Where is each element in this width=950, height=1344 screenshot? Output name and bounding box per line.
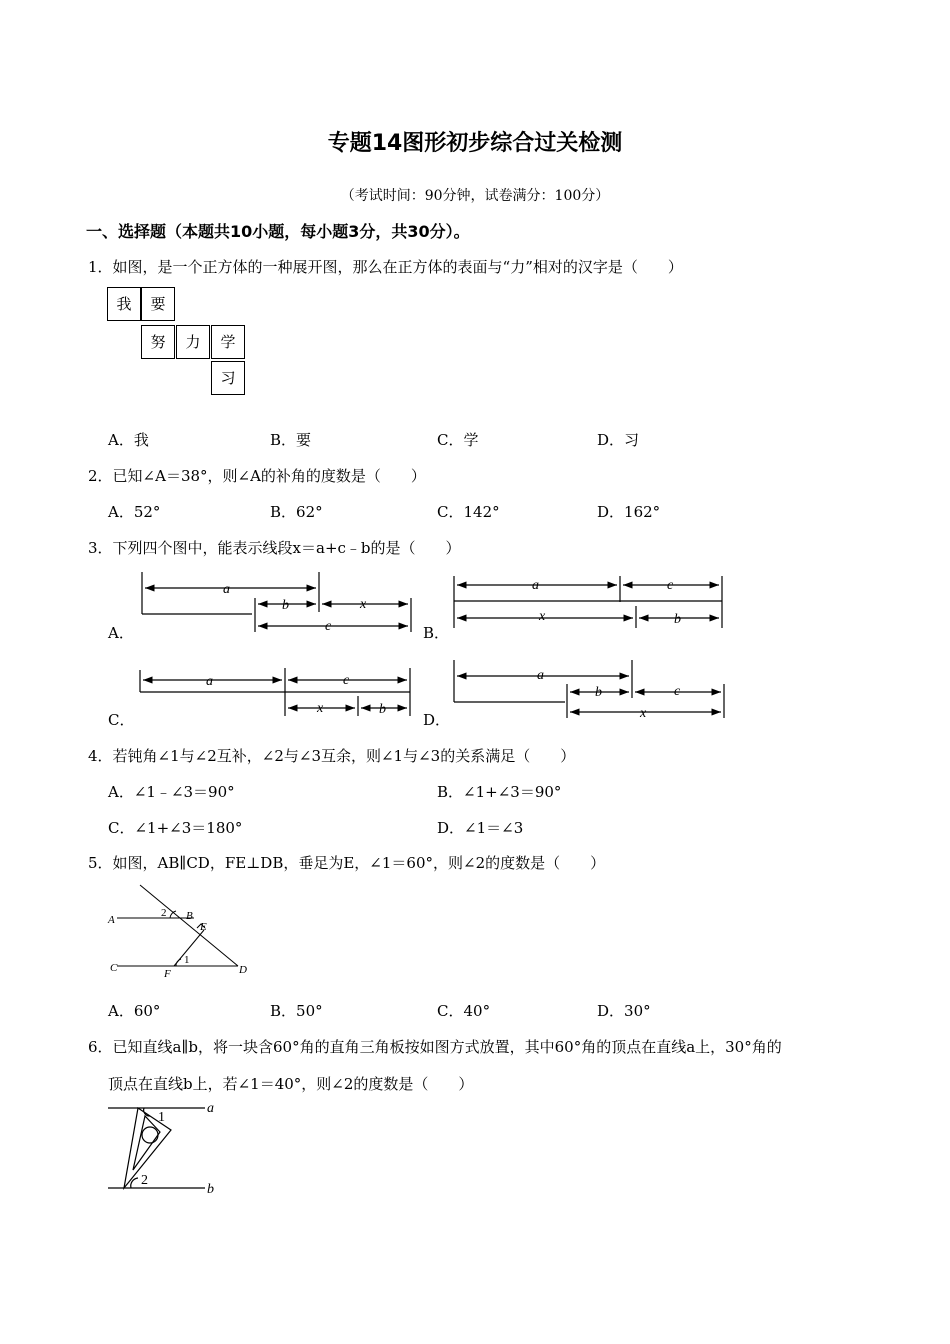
- label-a: a: [537, 668, 544, 683]
- label-c: c: [674, 684, 681, 699]
- label-x: x: [360, 597, 367, 612]
- label-b: b: [595, 685, 602, 700]
- option-c: C．∠1+∠3＝180°: [108, 819, 243, 837]
- question-6-stem-cont: 顶点在直线b上，若∠1＝40°，则∠2的度数是（ ）: [108, 1075, 474, 1093]
- diagram-d: [454, 660, 724, 718]
- option-b: B．62°: [270, 503, 323, 521]
- label-c: c: [325, 619, 332, 634]
- option-b: B．: [423, 624, 450, 642]
- option-b: B．∠1+∠3＝90°: [437, 783, 562, 801]
- label-x: x: [640, 706, 647, 721]
- page-title: 专题14图形初步综合过关检测: [327, 131, 623, 156]
- option-a: A．∠1﹣∠3＝90°: [108, 783, 235, 801]
- label-c: c: [343, 673, 350, 688]
- question-2-stem: 2．已知∠A＝38°，则∠A的补角的度数是（ ）: [88, 467, 426, 485]
- label-b: b: [379, 702, 386, 717]
- question-3-stem: 3．下列四个图中，能表示线段x＝a+c﹣b的是（ ）: [88, 539, 461, 557]
- diagram-b: [454, 576, 722, 628]
- option-d: D．30°: [597, 1002, 651, 1020]
- question-4-stem: 4．若钝角∠1与∠2互补，∠2与∠3互余，则∠1与∠3的关系满足（ ）: [88, 747, 576, 765]
- option-c: C．40°: [437, 1002, 491, 1020]
- question-1-stem: 1．如图，是一个正方体的一种展开图，那么在正方体的表面与“力”相对的汉字是（ ）: [88, 258, 683, 276]
- label-a: a: [206, 674, 213, 689]
- option-d: D．162°: [597, 503, 661, 521]
- angle-1-label: 1: [158, 1110, 165, 1125]
- diagram-a: [142, 572, 411, 632]
- option-b: B．要: [270, 431, 312, 449]
- label-b: b: [282, 598, 289, 613]
- option-a: A．52°: [108, 503, 161, 521]
- point-a-label: A: [108, 914, 115, 926]
- question-6-stem: 6．已知直线a∥b，将一块含60°角的直角三角板按如图方式放置，其中60°角的顶点在直线a上，30°角的: [88, 1038, 782, 1056]
- point-d-label: D: [239, 964, 247, 976]
- angle-2-label: 2: [141, 1173, 148, 1188]
- option-b: B．50°: [270, 1002, 323, 1020]
- angle-1-label: 1: [184, 954, 190, 966]
- option-c: C．学: [437, 431, 479, 449]
- option-d: D．习: [597, 431, 640, 449]
- point-f-label: F: [164, 968, 171, 980]
- option-c: C．142°: [437, 503, 500, 521]
- label-b: b: [674, 612, 681, 627]
- question-5-stem: 5．如图，AB∥CD，FE⊥DB，垂足为E，∠1＝60°，则∠2的度数是（ ）: [88, 854, 606, 872]
- option-a: A．我: [108, 431, 149, 449]
- label-x: x: [317, 701, 324, 716]
- label-x: x: [539, 609, 546, 624]
- diagram-c: [140, 668, 410, 716]
- net-cell: 习: [211, 361, 245, 395]
- angle-2-label: 2: [161, 907, 167, 919]
- label-c: c: [667, 578, 674, 593]
- option-a: A．60°: [108, 1002, 161, 1020]
- net-cell: 力: [176, 325, 210, 359]
- label-a: a: [532, 578, 539, 593]
- label-a: a: [223, 582, 230, 597]
- point-b-label: B: [186, 910, 193, 922]
- section-heading: 一、选择题（本题共10小题，每小题3分，共30分）。: [86, 222, 470, 241]
- triangle-ruler-figure: [108, 1101, 214, 1197]
- net-cell: 努: [141, 325, 175, 359]
- option-d: D．: [423, 711, 451, 729]
- net-cell: 要: [141, 287, 175, 321]
- line-b-label: b: [207, 1182, 214, 1197]
- net-cell: 学: [211, 325, 245, 359]
- option-c: C．: [108, 711, 135, 729]
- point-c-label: C: [110, 962, 118, 974]
- option-a: A．: [108, 624, 134, 642]
- net-cell: 我: [107, 287, 141, 321]
- option-d: D．∠1＝∠3: [437, 819, 524, 837]
- parallel-lines-figure: [107, 885, 247, 980]
- point-e-label: E: [200, 921, 207, 933]
- line-a-label: a: [207, 1101, 214, 1116]
- exam-info: （考试时间：90分钟，试卷满分：100分）: [340, 188, 610, 204]
